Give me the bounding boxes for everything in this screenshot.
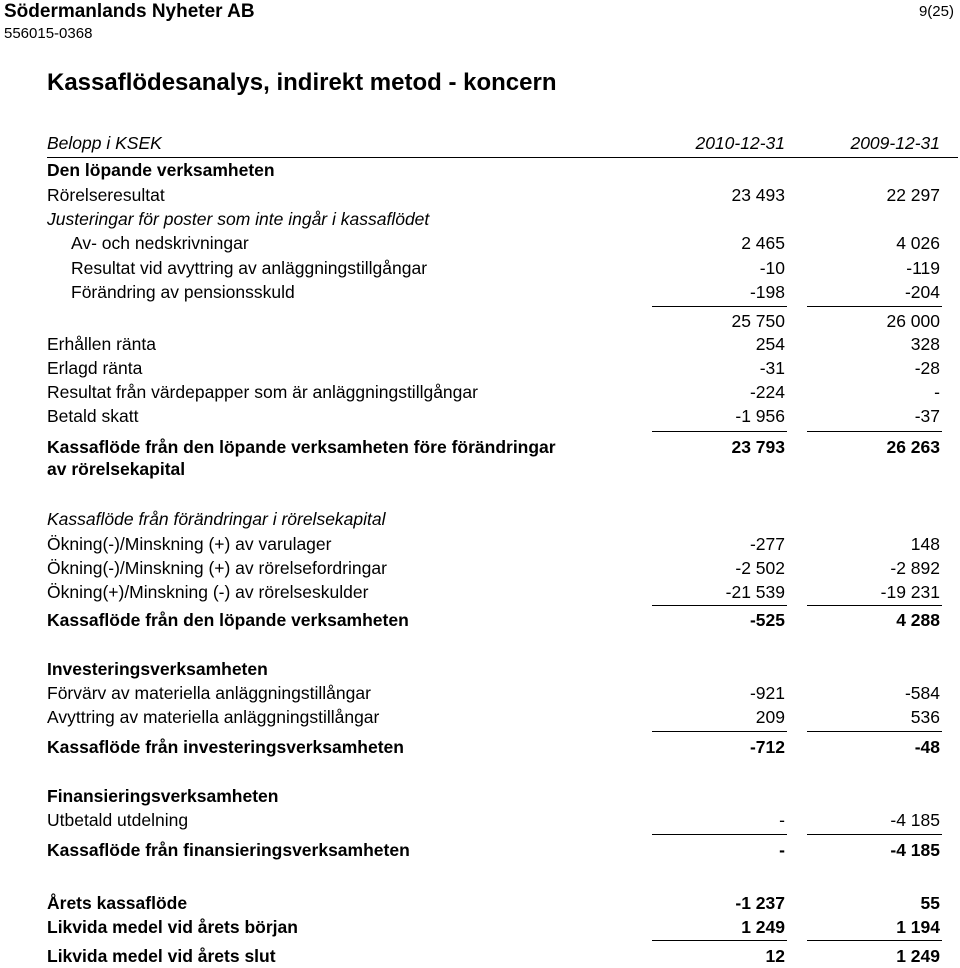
value-2010: -277 (749, 534, 785, 554)
row-label: Finansieringsverksamheten (47, 786, 279, 806)
row-label: Ökning(-)/Minskning (+) av rörelsefordringar (47, 558, 387, 578)
table-row (47, 257, 940, 279)
table-row (47, 381, 940, 403)
value-2009: 4 288 (896, 610, 940, 630)
subtotal-rule (807, 731, 942, 732)
subtotal-rule (652, 731, 787, 732)
subtotal-rule (807, 940, 942, 941)
table-row (47, 310, 940, 332)
table-row (47, 436, 940, 480)
value-2010: 1 249 (741, 917, 785, 937)
table-row (47, 405, 940, 427)
value-2010: 209 (755, 707, 785, 727)
value-2009: -4 185 (890, 840, 940, 860)
column-header-2010: 2010-12-31 (695, 133, 785, 153)
table-row (47, 208, 940, 230)
row-label: Rörelseresultat (47, 185, 165, 205)
table-row (47, 184, 940, 206)
table-row (47, 682, 940, 704)
value-2010: 2 465 (741, 233, 785, 253)
table-row (47, 281, 940, 303)
table-row (47, 557, 940, 579)
subtotal-rule (807, 306, 942, 307)
value-2009: -48 (914, 737, 940, 757)
table-row (47, 581, 940, 603)
column-header-2009: 2009-12-31 (850, 133, 940, 153)
row-label: Förändring av pensionsskuld (71, 282, 295, 302)
row-label: Årets kassaflöde (47, 893, 188, 913)
table-row (47, 159, 940, 181)
subtotal-rule (652, 834, 787, 835)
subtotal-rule (807, 431, 942, 432)
row-label: Resultat vid avyttring av anläggningstillgångar (71, 258, 428, 278)
row-label: Kassaflöde från förändringar i rörelsekapital (47, 509, 386, 529)
subtotal-rule (652, 940, 787, 941)
subtotal-rule (807, 605, 942, 606)
value-2009: 22 297 (886, 185, 940, 205)
value-2009: -2 892 (890, 558, 940, 578)
row-label: Kassaflöde från finansieringsverksamheten (47, 840, 410, 860)
value-2010: -31 (759, 358, 785, 378)
value-2010: 12 (765, 946, 785, 966)
row-label: Utbetald utdelning (47, 810, 189, 830)
table-row (47, 232, 940, 254)
page-title: Kassaflödesanalys, indirekt metod - koncern (47, 69, 557, 96)
value-2009: -119 (906, 258, 940, 278)
value-2010: -10 (759, 258, 785, 278)
value-2009: -37 (914, 406, 940, 426)
row-label: Betald skatt (47, 406, 139, 426)
table-row (47, 839, 940, 861)
row-label: Avyttring av materiella anläggningstillångar (47, 707, 380, 727)
table-row (47, 357, 940, 379)
currency-label: Belopp i KSEK (47, 133, 162, 153)
company-name: Södermanlands Nyheter AB (4, 1, 255, 22)
value-2010: 23 493 (731, 185, 785, 205)
subtotal-rule (652, 605, 787, 606)
subtotal-rule (652, 306, 787, 307)
header-rule (47, 157, 958, 158)
value-2009: 26 263 (886, 437, 940, 457)
value-2010: -2 502 (735, 558, 785, 578)
page-number: 9(25) (918, 3, 954, 20)
row-label: Likvida medel vid årets början (47, 917, 298, 937)
row-label: Förvärv av materiella anläggningstillångar (47, 683, 371, 703)
value-2009: -19 231 (880, 582, 940, 602)
value-2009: -584 (904, 683, 940, 703)
table-row (47, 333, 940, 355)
table-header (47, 132, 940, 154)
table-row (47, 533, 940, 555)
value-2010: -1 237 (735, 893, 785, 913)
value-2010: - (779, 840, 785, 860)
row-label: Kassaflöde från investeringsverksamheten (47, 737, 404, 757)
value-2009: 4 026 (896, 233, 940, 253)
row-label: Erlagd ränta (47, 358, 143, 378)
subtotal-rule (807, 834, 942, 835)
table-row (47, 785, 940, 807)
value-2010: -224 (749, 382, 785, 402)
value-2009: 26 000 (886, 311, 940, 331)
value-2010: - (779, 810, 785, 830)
row-label: Likvida medel vid årets slut (47, 946, 276, 966)
value-2009: 328 (910, 334, 940, 354)
org-number: 556015-0368 (4, 25, 93, 42)
value-2010: -921 (749, 683, 785, 703)
value-2009: 148 (910, 534, 940, 554)
value-2009: -4 185 (890, 810, 940, 830)
value-2009: -28 (914, 358, 940, 378)
subtotal-rule (652, 431, 787, 432)
value-2010: -525 (749, 610, 785, 630)
row-label: Investeringsverksamheten (47, 659, 268, 679)
row-label: Ökning(-)/Minskning (+) av varulager (47, 534, 332, 554)
table-row (47, 916, 940, 938)
value-2010: -21 539 (725, 582, 785, 602)
row-label: Kassaflöde från den löpande verksamheten (47, 610, 409, 630)
row-label: Justeringar för poster som inte ingår i kassaflödet (47, 209, 430, 229)
table-row (47, 809, 940, 831)
table-row (47, 508, 940, 530)
table-row (47, 658, 940, 680)
value-2009: 536 (910, 707, 940, 727)
row-label: Ökning(+)/Minskning (-) av rörelseskulder (47, 582, 369, 602)
value-2010: 254 (755, 334, 785, 354)
value-2010: 25 750 (731, 311, 785, 331)
table-row (47, 892, 940, 914)
row-label: Av- och nedskrivningar (71, 233, 249, 253)
value-2009: 55 (920, 893, 940, 913)
table-row (47, 706, 940, 728)
row-label: Kassaflöde från den löpande verksamheten före förändringar av rörelsekapital (47, 437, 556, 479)
row-label: Den löpande verksamheten (47, 160, 275, 180)
table-row (47, 609, 940, 631)
value-2010: 23 793 (731, 437, 785, 457)
row-label: Erhållen ränta (47, 334, 156, 354)
value-2010: -1 956 (735, 406, 785, 426)
value-2010: -198 (749, 282, 785, 302)
table-row (47, 945, 940, 967)
value-2009: 1 249 (896, 946, 940, 966)
value-2009: 1 194 (896, 917, 940, 937)
row-label: Resultat från värdepapper som är anläggningstillgångar (47, 382, 478, 402)
value-2009: -204 (904, 282, 940, 302)
value-2010: -712 (749, 737, 785, 757)
value-2009: - (934, 382, 940, 402)
table-row (47, 736, 940, 758)
